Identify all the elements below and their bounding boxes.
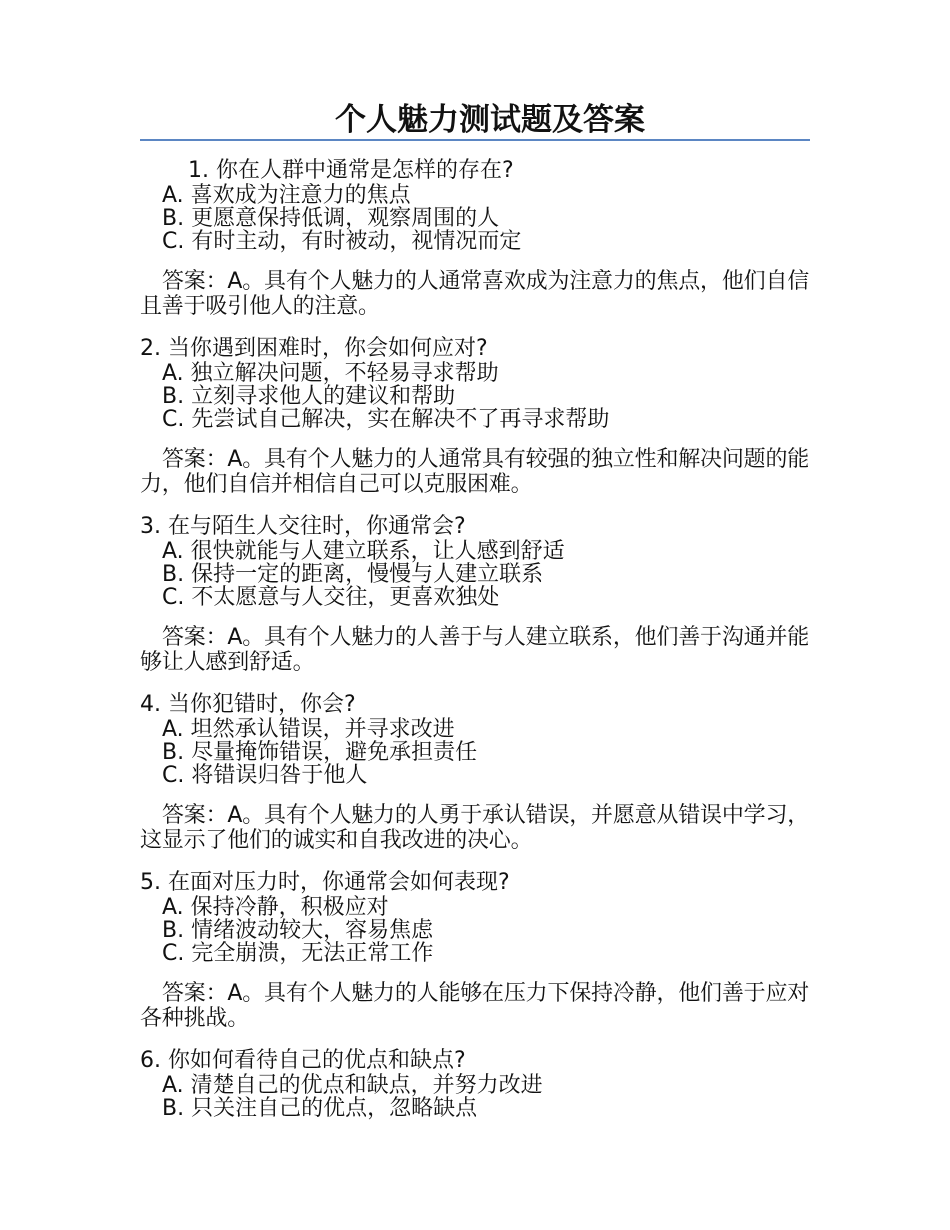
option-c: C. 不太愿意与人交往，更喜欢独处	[162, 585, 500, 610]
option-b: B. 立刻寻求他人的建议和帮助	[162, 384, 456, 409]
question-stem: 3. 在与陌生人交往时，你通常会?	[140, 514, 466, 539]
option-c: C. 先尝试自己解决，实在解决不了再寻求帮助	[162, 407, 610, 432]
option-b: B. 保持一定的距离，慢慢与人建立联系	[162, 562, 544, 587]
question-stem: 5. 在面对压力时，你通常会如何表现?	[140, 870, 510, 895]
question-block-4	[140, 692, 810, 853]
option-a: A. 喜欢成为注意力的焦点	[162, 183, 411, 208]
answer-text: 答案：A。具有个人魅力的人善于与人建立联系，他们善于沟通并能够让人感到舒适。	[140, 625, 810, 675]
option-c: C. 将错误归咎于他人	[162, 763, 368, 788]
answer-text: 答案：A。具有个人魅力的人通常具有较强的独立性和解决问题的能力，他们自信并相信自己可以克服困难。	[140, 447, 810, 497]
option-a: A. 很快就能与人建立联系，让人感到舒适	[162, 539, 565, 564]
option-b: B. 只关注自己的优点，忽略缺点	[162, 1096, 478, 1121]
option-b: B. 情绪波动较大，容易焦虑	[162, 918, 434, 943]
answer-text: 答案：A。具有个人魅力的人能够在压力下保持冷静，他们善于应对各种挑战。	[140, 981, 810, 1031]
option-a: A. 清楚自己的优点和缺点，并努力改进	[162, 1073, 543, 1098]
question-stem: 1. 你在人群中通常是怎样的存在?	[188, 158, 514, 183]
document-title: 个人魅力测试题及答案	[335, 102, 645, 138]
option-a: A. 独立解决问题，不轻易寻求帮助	[162, 361, 499, 386]
question-block-3	[140, 514, 810, 675]
question-stem: 6. 你如何看待自己的优点和缺点?	[140, 1048, 466, 1073]
question-block-5	[140, 870, 810, 1031]
question-block-1	[140, 158, 810, 319]
title-underline	[140, 139, 810, 141]
answer-text: 答案：A。具有个人魅力的人勇于承认错误，并愿意从错误中学习，这显示了他们的诚实和自我改进的决心。	[140, 803, 810, 853]
question-block-2	[140, 336, 810, 497]
question-list	[140, 158, 810, 1120]
option-c: C. 完全崩溃，无法正常工作	[162, 941, 434, 966]
question-stem: 2. 当你遇到困难时，你会如何应对?	[140, 336, 488, 361]
option-c: C. 有时主动，有时被动，视情况而定	[162, 229, 522, 254]
question-block-6	[140, 1048, 810, 1120]
option-b: B. 尽量掩饰错误，避免承担责任	[162, 740, 478, 765]
option-a: A. 保持冷静，积极应对	[162, 895, 389, 920]
question-stem: 4. 当你犯错时，你会?	[140, 692, 356, 717]
option-a: A. 坦然承认错误，并寻求改进	[162, 717, 455, 742]
option-b: B. 更愿意保持低调，观察周围的人	[162, 206, 500, 231]
answer-text: 答案：A。具有个人魅力的人通常喜欢成为注意力的焦点，他们自信且善于吸引他人的注意。	[140, 269, 810, 319]
